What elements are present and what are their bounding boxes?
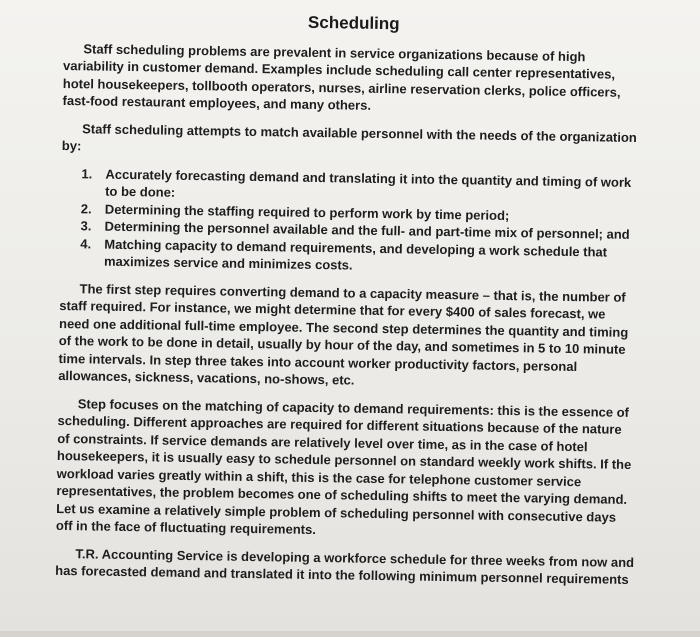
paragraph-example: T.R. Accounting Service is developing a workforce schedule for three weeks from now and has forecasted demand and translated it into the following minimum personnel requirements — [55, 545, 635, 587]
step-number: 1. — [81, 165, 93, 181]
paragraph-intro: Staff scheduling problems are prevalent in service organizations because of high variability in customer demand. Examples include scheduling call center representatives, hotel housekeepers, tollbooth operators, nurses, airline reservation clerks, police officers, fast-food restaurant employees, and many others. — [62, 40, 621, 113]
step-number: 3. — [80, 218, 92, 234]
step-number: 4. — [80, 235, 92, 251]
step-text: Accurately forecasting demand and translating it into the quantity and timing of work to be done: — [105, 166, 632, 200]
document-title: Scheduling — [307, 12, 400, 34]
step-text: Matching capacity to demand requirements, and developing a work schedule that maximizes service and minimizes costs. — [103, 236, 608, 273]
paragraph-matching: Step focuses on the matching of capacity to demand requirements: this is the essence of scheduling. Different approaches are required for different situations because of the nature of constraints. If service demands are relatively level over time, as in the case of hotel housekeepers, it is usually easy to schedule personnel on standard weekly work shifts. If the workload varies greatly within a shift, this is the case for telephone customer service representatives, the problem becomes one of scheduling shifts to meet the varying demand. Let us examine a relatively simple problem of scheduling personnel with consecutive days off in the face of fluctuating requirements. — [55, 395, 632, 538]
paragraph-purpose: Staff scheduling attempts to match available personnel with the needs of the organization by: — [61, 120, 637, 154]
document-content — [55, 10, 644, 599]
step-number: 2. — [80, 200, 92, 216]
steps-list — [60, 164, 642, 278]
step-text: Determining the staffing required to perform work by time period; — [104, 201, 510, 223]
step-text: Determining the personnel available and the full- and part-time mix of personnel; and — [104, 218, 630, 242]
page-bottom-edge — [0, 631, 700, 637]
paragraph-first-step: The first step requires converting demand to a capacity measure – that is, the number of staff required. For instance, we might determine that for every $400 of sales forecast, we need one additional full-time employee. The second step determines the quantity and timing of the work to be done in detail, usually by hour of the day, and sometimes in 5 to 10 minute time intervals. In step three takes into account worker productivity factors, personal allowances, sickness, vacations, no-shows, etc. — [58, 280, 629, 388]
